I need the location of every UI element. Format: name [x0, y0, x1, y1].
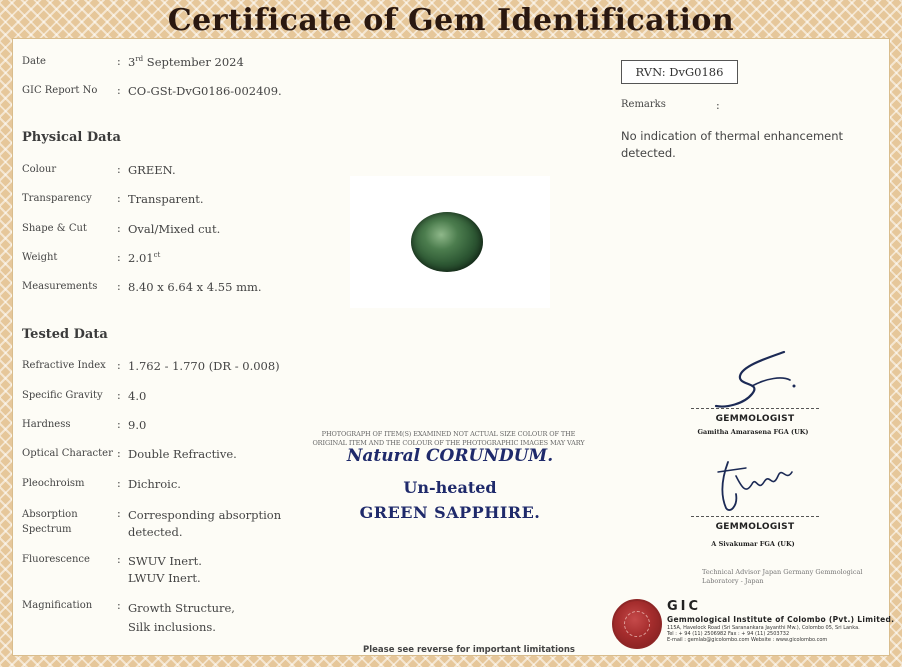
absorption-spectrum-value: Corresponding absorption detected.	[128, 508, 282, 539]
date-label: Date	[22, 56, 46, 67]
remarks-label: Remarks	[621, 99, 666, 110]
measurements-value: 8.40 x 6.64 x 4.55 mm.	[128, 280, 262, 294]
signature-line-1	[691, 408, 819, 409]
specific-gravity-value: 4.0	[128, 389, 147, 403]
shape-cut-value: Oval/Mixed cut.	[128, 222, 221, 236]
gemmologist-name-2: A Sivakumar FGA (UK)	[711, 540, 795, 548]
fluorescence-value: SWUV Inert. LWUV Inert.	[128, 554, 202, 585]
fluorescence-label: Fluorescence	[22, 554, 90, 565]
gem-photo	[350, 176, 550, 308]
gem-image	[411, 212, 483, 272]
footer-note: Please see reverse for important limitations	[363, 645, 575, 655]
institute-name: Gemmological Institute of Colombo (Pvt.) Limited.	[667, 615, 895, 624]
report-number: CO-GSt-DvG0186-002409.	[128, 84, 282, 98]
colour-value: GREEN.	[128, 163, 176, 177]
colour-label: Colour	[22, 164, 57, 175]
treatment-status: Un-heated	[403, 478, 497, 497]
transparency-value: Transparent.	[128, 192, 204, 206]
refractive-index-value: 1.762 - 1.770 (DR - 0.008)	[128, 359, 280, 373]
fluorescence-separator: :	[117, 553, 121, 566]
natural-species: Natural CORUNDUM.	[346, 446, 554, 466]
measurements-separator: :	[117, 280, 121, 293]
certificate-title: Certificate of Gem Identification	[167, 3, 735, 38]
signature-2	[712, 454, 802, 516]
weight-label: Weight	[22, 252, 58, 263]
gem-variety: GREEN SAPPHIRE.	[359, 503, 541, 522]
refractive-index-separator: :	[117, 359, 121, 372]
absorption-spectrum-label: Absorption Spectrum	[22, 509, 78, 535]
magnification-value: Growth Structure, Silk inclusions.	[128, 601, 235, 634]
hardness-value: 9.0	[128, 418, 147, 432]
shape-cut-separator: :	[117, 222, 121, 235]
photo-disclaimer: PHOTOGRAPH OF ITEM(S) EXAMINED NOT ACTUAL SIZE COLOUR OF THE ORIGINAL ITEM AND THE COLOUR OF THE PHOTOGRAPHIC IMAGES MAY VARY	[312, 430, 585, 447]
institute-contact: 115A, Havelock Road (Sri Saranankara Jayanthi Mw.), Colombo 05, Sri Lanka. Tel : + 94 (11) 2506982 Fax : + 94 (11) 2503732 E-mail : gemlab@gicolombo.com Website : www.gicolombo.com	[667, 625, 860, 643]
optical-character-value: Double Refractive.	[128, 447, 237, 461]
seal-icon	[612, 599, 662, 649]
weight-value: $2.01^{ct}$	[128, 251, 161, 265]
signature-line-2	[691, 516, 819, 517]
specific-gravity-label: Specific Gravity	[22, 390, 103, 401]
report-separator: :	[117, 84, 121, 97]
shape-cut-label: Shape & Cut	[22, 223, 87, 234]
pleochroism-separator: :	[117, 477, 121, 490]
remarks-separator: :	[716, 99, 720, 112]
report-label: GIC Report No	[22, 85, 98, 96]
magnification-label: Magnification	[22, 600, 93, 611]
hardness-separator: :	[117, 418, 121, 431]
measurements-label: Measurements	[22, 281, 98, 292]
weight-separator: :	[117, 251, 121, 264]
technical-advisor: Technical Advisor Japan Germany Gemmological Laboratory - Japan	[702, 568, 863, 585]
tested-data-heading: Tested Data	[22, 327, 108, 342]
gemmologist-name-1: Gamitha Amarasena FGA (UK)	[697, 428, 809, 436]
gic-logo: GIC	[667, 599, 702, 614]
gemmologist-title-2: GEMMOLOGIST	[715, 522, 795, 532]
transparency-label: Transparency	[22, 193, 92, 204]
magnification-separator: :	[117, 599, 121, 612]
signature-1	[712, 346, 802, 412]
optical-character-separator: :	[117, 447, 121, 460]
absorption-separator: :	[117, 507, 121, 520]
pleochroism-label: Pleochroism	[22, 478, 85, 489]
date-separator: :	[117, 55, 121, 68]
refractive-index-label: Refractive Index	[22, 360, 106, 371]
rvn-box: RVN: DvG0186	[621, 60, 738, 84]
physical-data-heading: Physical Data	[22, 130, 121, 145]
optical-character-label: Optical Character	[22, 448, 113, 459]
transparency-separator: :	[117, 192, 121, 205]
date-value: 3rd September 2024	[128, 55, 244, 69]
specific-gravity-separator: :	[117, 389, 121, 402]
hardness-label: Hardness	[22, 419, 71, 430]
pleochroism-value: Dichroic.	[128, 477, 181, 491]
colour-separator: :	[117, 163, 121, 176]
remarks-text: No indication of thermal enhancement detected.	[621, 129, 844, 160]
gemmologist-title-1: GEMMOLOGIST	[715, 414, 795, 424]
